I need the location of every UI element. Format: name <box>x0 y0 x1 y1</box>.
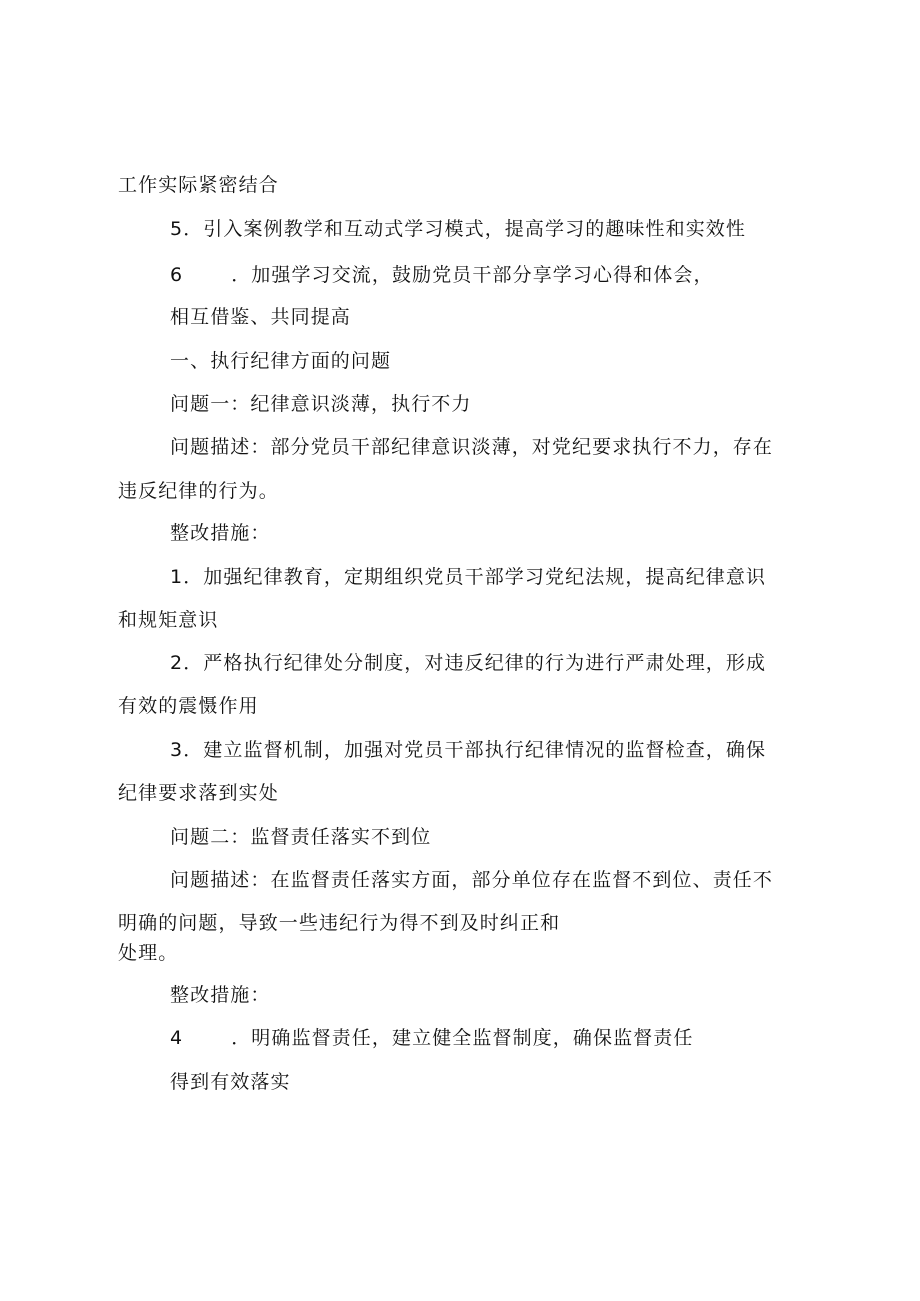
problem-description: 问题描述：在监督责任落实方面，部分单位存在监督不到位、责任不 <box>170 869 774 891</box>
list-item-2: 2．严格执行纪律处分制度，对违反纪律的行为进行严肃处理，形成 <box>170 652 767 674</box>
list-item-3: 3．建立监督机制，加强对党员干部执行纪律情况的监督检查，确保 <box>170 739 767 761</box>
text-line: 工作实际紧密结合 <box>118 174 279 196</box>
problem-heading: 问题一：纪律意识淡薄，执行不力 <box>170 393 472 415</box>
section-heading: 一、执行纪律方面的问题 <box>170 350 392 372</box>
list-item-5: 5．引入案例教学和互动式学习模式，提高学习的趣味性和实效性 <box>170 218 746 240</box>
text-line: 和规矩意识 <box>118 609 219 631</box>
list-item-number: 4 <box>170 1027 184 1049</box>
measures-heading: 整改措施： <box>170 522 271 544</box>
list-item-1: 1．加强纪律教育，定期组织党员干部学习党纪法规，提高纪律意识 <box>170 566 767 588</box>
text-line: 违反纪律的行为。 <box>118 480 279 502</box>
list-item-4 <box>170 1025 694 1051</box>
text-line: 得到有效落实 <box>170 1071 291 1093</box>
list-item-6 <box>170 262 714 288</box>
text-line: 相互借鉴、共同提高 <box>170 306 351 328</box>
text-line: 有效的震慑作用 <box>118 695 259 717</box>
text-line: 纪律要求落到实处 <box>118 782 279 804</box>
text-line: 明确的问题，导致一些违纪行为得不到及时纠正和 <box>118 912 561 934</box>
problem-description: 问题描述：部分党员干部纪律意识淡薄，对党纪要求执行不力，存在 <box>170 436 774 458</box>
list-item-number: 6 <box>170 264 184 286</box>
list-item-text: ．加强学习交流，鼓励党员干部分享学习心得和体会， <box>231 264 714 286</box>
text-line: 处理。 <box>118 942 179 964</box>
measures-heading: 整改措施： <box>170 984 271 1006</box>
list-item-text: ．明确监督责任，建立健全监督制度，确保监督责任 <box>231 1027 694 1049</box>
problem-heading: 问题二：监督责任落实不到位 <box>170 826 432 848</box>
